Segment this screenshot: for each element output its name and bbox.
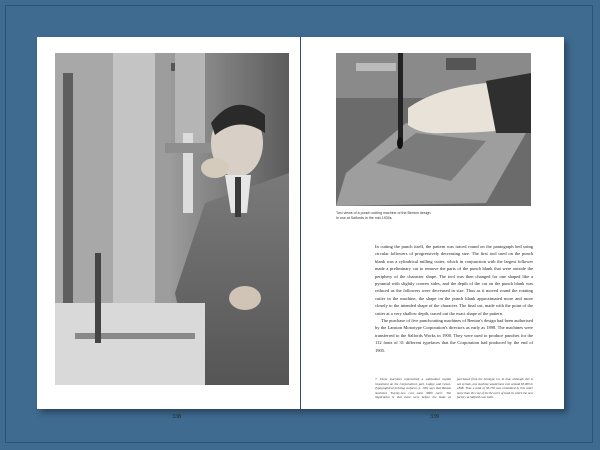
- caption-line: Two views of a punch cutting machine of the Benton design.: [336, 211, 432, 215]
- right-photo-punch-cutting: [336, 53, 531, 206]
- body-text: [375, 243, 533, 354]
- photo-icon: [55, 53, 289, 385]
- book-spread: [37, 37, 564, 420]
- paragraph: In cutting the punch itself, the pattern was traced round on the pantograph bed using circular followers of progressively decreasing size. The first tool used on the punch blank was a cylindrical milling cutter, which in conjunction with the largest follower made a preliminary cut to remove the parts of the punch blank that were outside the periphery of the character shape. The tool was then changed for one shaped like a pyramid with slightly convex sides, and the depth of the cut on the punch blank was reduced as the followers were decreased in size. Thus as it moved round the rotating cutter in the machine, the shape on the punch blank approximated more and more closely to the intended shape of the character. The final cut, made with the point of the cutter at a very shallow depth, traced out the exact shape of the pattern.: [375, 244, 533, 316]
- footnotes: 7. These machines represented a substantial capital investment on the Corporation's part. Lafaye and Green, Typographical printing surfaces, p. 195) says that Benton machines 'Twenty-two cost some $600 each'. The implication is that these were before the make as purchased from the Linotype Co. at that, although this is not certain, one machine would have cost around $3,000 in 1898. Thus a total of $3,750 was committed to this order more than the cost of the 82 acres of land on which the new factory at Salfords was built.: [375, 377, 533, 400]
- photo-caption: [336, 211, 536, 221]
- left-photo-machinist: [55, 53, 289, 385]
- photo-icon: [336, 53, 531, 206]
- right-page-number: 339: [430, 414, 439, 420]
- paragraph: The purchase of five punchcutting machines of Benton's design had been authorised by the Lanston Monotype Corporation's directors as early as 1898. The machines were transferred to the Salfords Works in 1900. They were used to produce punches for the 112 fonts of 31 different typefaces that the Corporation had produced by the end of 1905.: [375, 318, 533, 353]
- caption-line: In use at Salfords in the mid-1930s.: [336, 216, 393, 220]
- left-page-number: 338: [172, 414, 181, 420]
- book-gutter: [300, 37, 301, 409]
